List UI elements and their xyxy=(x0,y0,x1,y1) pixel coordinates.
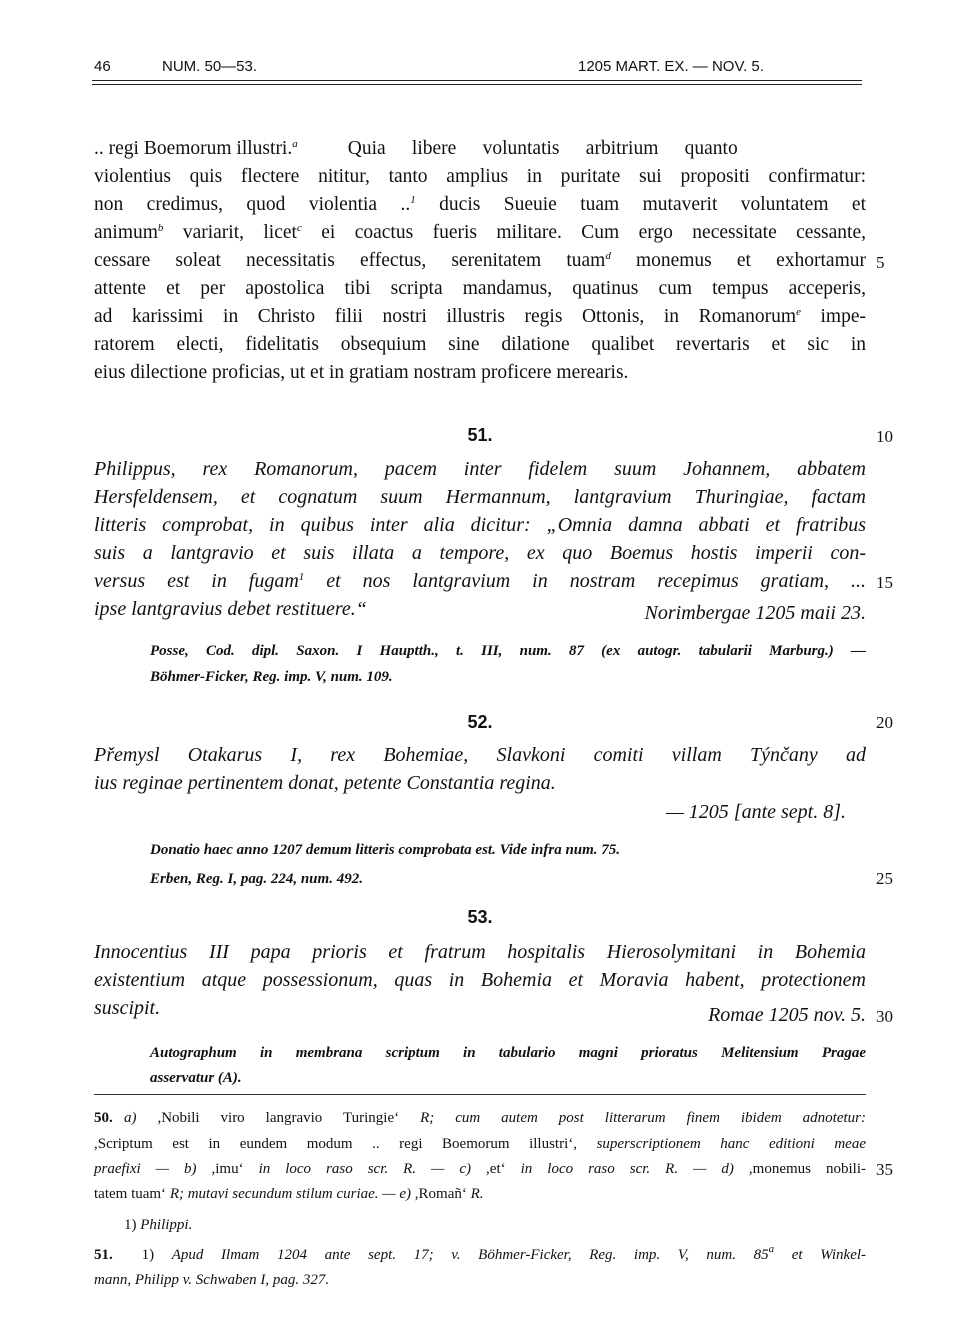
header-num-range: NUM. 50—53. xyxy=(162,58,258,75)
regest-53-line-3: suscipit. xyxy=(94,997,161,1019)
doc-53-date: Romae 1205 nov. 5. xyxy=(708,1004,866,1026)
doc-number-52: 52. xyxy=(467,712,493,732)
regest-51-line-5: versus est in fugam$^1$ et nos lantgravium in nostram recepimus gratiam, ... xyxy=(94,570,866,592)
body-line-7: ad karissimi in Christo filii nostri illustris regis Ottonis, in Romanorum$^e$ impe- xyxy=(94,306,866,327)
regest-52-line-1: Přemysl Otakarus I, rex Bohemiae, Slavkoni comiti villam Týnčany ad xyxy=(94,744,866,766)
body-line-1: .. regi Boemorum illustri.$^a$ Quia libere voluntatis arbitrium quanto xyxy=(94,138,738,159)
doc-52-source-2: Erben, Reg. I, pag. 224, num. 492. xyxy=(150,871,363,887)
regest-53-line-1: Innocentius III papa prioris et fratrum hospitalis Hierosolymitani in Bohemia xyxy=(94,941,866,963)
footnote-50-note-1: 1) Philippi. xyxy=(124,1217,193,1233)
line-number-25: 25 xyxy=(876,869,893,888)
line-number-10: 10 xyxy=(876,427,893,446)
line-number-20: 20 xyxy=(876,713,893,732)
line-number-15: 15 xyxy=(876,573,893,592)
line-number-5: 5 xyxy=(876,253,885,272)
regest-51-line-4: suis a lantgravio et suis illata a tempore, ex quo Boemus hostis imperii con- xyxy=(94,542,866,564)
footnote-51-line-2: mann, Philipp v. Schwaben I, pag. 327. xyxy=(94,1272,330,1288)
footnote-50-line-3: praefixi — b) ,imu‘ in loco raso scr. R. — c) ,et‘ in loco raso scr. R. — d) ,monemus nobili- xyxy=(94,1161,866,1177)
body-line-8: ratorem electi, fidelitatis obsequium sine dilatione qualibet revertaris et sic in xyxy=(94,334,866,355)
regest-51-line-1: Philippus, rex Romanorum, pacem inter fidelem suum Johannem, abbatem xyxy=(94,458,866,480)
line-number-35: 35 xyxy=(876,1160,893,1179)
regest-52-line-2: ius reginae pertinentem donat, petente Constantia regina. xyxy=(94,772,556,794)
doc-number-51: 51. xyxy=(467,425,493,445)
regest-51-line-2: Hersfeldensem, et cognatum suum Hermannum, lantgravium Thuringiae, factam xyxy=(94,486,866,508)
doc-52-source-1: Donatio haec anno 1207 demum litteris comprobata est. Vide infra num. 75. xyxy=(150,842,621,858)
doc-51-source-1: Posse, Cod. dipl. Saxon. I Hauptth., t. III, num. 87 (ex autogr. tabularii Marburg.) — xyxy=(150,643,866,659)
footnote-51-line-1: 51. 1) Apud Ilmam 1204 ante sept. 17; v. Böhmer-Ficker, Reg. imp. V, num. 85$^a$ et Winkel- xyxy=(94,1243,867,1263)
regest-51-line-6: ipse lantgravius debet restituere.“ xyxy=(94,598,367,620)
body-line-5: cessare soleat necessitatis effectus, serenitatem tuam$^d$ monemus et exhortamur xyxy=(94,250,866,271)
doc-number-53: 53. xyxy=(467,907,493,927)
doc-52-date: — 1205 [ante sept. 8]. xyxy=(666,801,846,823)
header-rule-double xyxy=(92,84,862,85)
footnote-rule xyxy=(94,1094,866,1095)
body-line-3: non credimus, quod violentia ..$^1$ ducis Sueuie tuam mutaverit voluntatem et xyxy=(94,194,866,215)
body-line-4: animum$^b$ variarit, licet$^c$ ei coactus fueris militare. Cum ergo necessitate cessante, xyxy=(94,222,866,243)
doc-51-source-2: Böhmer-Ficker, Reg. imp. V, num. 109. xyxy=(150,669,393,685)
line-number-30: 30 xyxy=(876,1007,893,1026)
doc-51-date: Norimbergae 1205 maii 23. xyxy=(644,602,866,624)
doc-53-source-2: asservatur (A). xyxy=(150,1070,242,1086)
regest-53-line-2: existentium atque possessionum, quas in Bohemia et Moravia habent, protectionem xyxy=(94,969,866,991)
doc-53-source-1: Autographum in membrana scriptum in tabulario magni prioratus Melitensium Pragae xyxy=(150,1045,866,1061)
regest-51-line-3: litteris comprobat, in quibus inter alia dicitur: „Omnia damna abbati et fratribus xyxy=(94,514,866,536)
body-line-6: attente et per apostolica tibi scripta mandamus, quatinus cum tempus acceperis, xyxy=(94,278,866,299)
body-line-9: eius dilectione proficias, ut et in gratiam nostram proficere merearis. xyxy=(94,362,629,383)
page-number: 46 xyxy=(94,58,111,75)
body-line-2: violentius quis flectere nititur, tanto amplius in puritate sui propositi confirmatur: xyxy=(94,166,866,187)
footnote-50-line-4: tatem tuam‘ R; mutavi secundum stilum curiae. — e) ,Romañ‘ R. xyxy=(94,1186,484,1202)
footnote-50-line-1: 50. a) ,Nobili viro langravio Turingie‘ R; cum autem post litterarum finem ibidem adnotetur: xyxy=(94,1110,866,1126)
header-rule xyxy=(92,80,862,81)
footnote-50-line-2: ,Scriptum est in eundem modum .. regi Boemorum illustri‘, superscriptionem hanc editioni meae xyxy=(94,1136,866,1152)
header-date-range: 1205 MART. EX. — NOV. 5. xyxy=(578,58,764,75)
